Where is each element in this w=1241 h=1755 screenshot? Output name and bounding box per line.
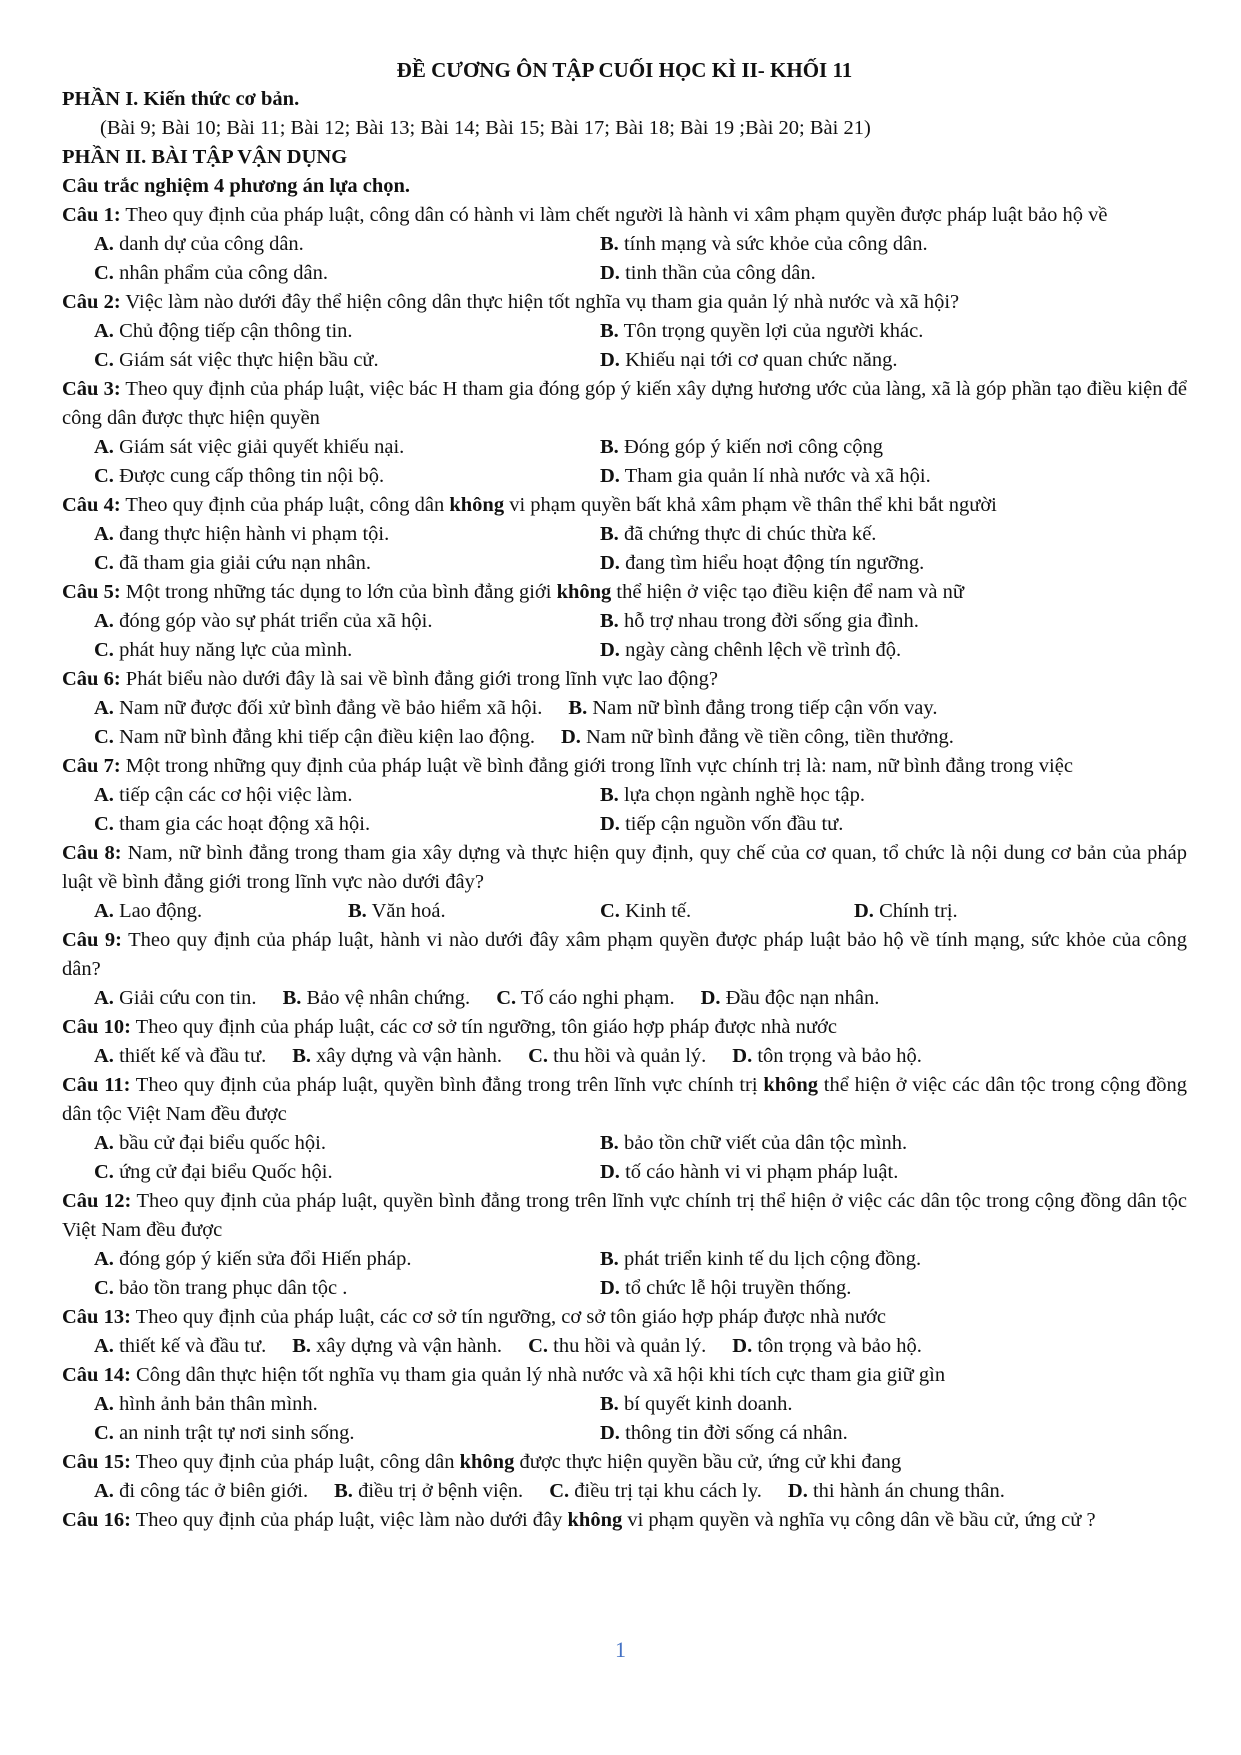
question-number: Câu 7: bbox=[62, 755, 121, 777]
answer-option bbox=[600, 1274, 1106, 1303]
question-text: Theo quy định của pháp luật, công dân có hành vi làm chết người là hành vi xâm phạm quyền được pháp luật bảo hộ về bbox=[120, 204, 1108, 226]
option-text: Kinh tế. bbox=[619, 900, 692, 922]
question-stem bbox=[62, 1013, 1187, 1042]
question-text: vi phạm quyền và nghĩa vụ công dân về bầu cử, ứng cử ? bbox=[622, 1509, 1096, 1531]
option-text: thiết kế và đầu tư. bbox=[113, 1335, 267, 1357]
answer-option bbox=[334, 1477, 523, 1506]
question-block bbox=[62, 1303, 1187, 1361]
option-letter: D. bbox=[560, 726, 581, 748]
question-block bbox=[62, 1361, 1187, 1448]
answer-option bbox=[94, 462, 600, 491]
option-letter: D. bbox=[600, 349, 620, 371]
option-letter: D. bbox=[732, 1045, 753, 1067]
answer-option bbox=[283, 984, 471, 1013]
option-row bbox=[62, 1042, 1187, 1071]
option-text: Giải cứu con tin. bbox=[113, 987, 257, 1009]
option-text: Tố cáo nghi phạm. bbox=[516, 987, 675, 1009]
question-number: Câu 16: bbox=[62, 1509, 131, 1531]
option-text: Tôn trọng quyền lợi của người khác. bbox=[618, 320, 924, 342]
mc-heading: Câu trắc nghiệm 4 phương án lựa chọn. bbox=[62, 175, 411, 197]
option-text: Giám sát việc giải quyết khiếu nại. bbox=[113, 436, 405, 458]
option-row bbox=[62, 1158, 1187, 1187]
option-text: thu hồi và quản lý. bbox=[548, 1335, 707, 1357]
option-letter: D. bbox=[732, 1335, 753, 1357]
option-text: tinh thần của công dân. bbox=[619, 262, 816, 284]
option-text: lựa chọn ngành nghề học tập. bbox=[618, 784, 866, 806]
option-row bbox=[62, 810, 1187, 839]
answer-option bbox=[788, 1477, 1005, 1506]
question-number: Câu 5: bbox=[62, 581, 121, 603]
option-letter: A. bbox=[94, 1045, 114, 1067]
option-text: Đầu độc nạn nhân. bbox=[720, 987, 880, 1009]
answer-option bbox=[600, 259, 1106, 288]
question-stem bbox=[62, 201, 1187, 230]
page-number: 1 bbox=[615, 1637, 626, 1662]
option-row bbox=[62, 1419, 1187, 1448]
option-text: tôn trọng và bảo hộ. bbox=[752, 1335, 922, 1357]
option-letter: B. bbox=[600, 436, 619, 458]
answer-option bbox=[94, 1390, 600, 1419]
option-text: Tham gia quản lí nhà nước và xã hội. bbox=[619, 465, 931, 487]
question-text: Một trong những tác dụng to lớn của bình đẳng giới bbox=[120, 581, 557, 603]
option-letter: A. bbox=[94, 1335, 114, 1357]
option-text: Chính trị. bbox=[873, 900, 958, 922]
part1-heading: PHẦN I. Kiến thức cơ bản. bbox=[62, 88, 300, 110]
option-row bbox=[62, 230, 1187, 259]
option-letter: C. bbox=[94, 262, 114, 284]
option-text: Khiếu nại tới cơ quan chức năng. bbox=[619, 349, 898, 371]
answer-option bbox=[600, 1245, 1106, 1274]
answer-option bbox=[600, 897, 854, 926]
option-letter: B. bbox=[568, 697, 588, 719]
option-letter: A. bbox=[94, 233, 114, 255]
question-stem bbox=[62, 375, 1187, 433]
answer-option bbox=[732, 1042, 922, 1071]
question-text: Theo quy định của pháp luật, quyền bình đẳng trong trên lĩnh vực chính trị bbox=[130, 1074, 764, 1096]
question-number: Câu 15: bbox=[62, 1451, 131, 1473]
question-text: Một trong những quy định của pháp luật về bình đẳng giới trong lĩnh vực chính trị là: nam, nữ bình đẳng trong việc bbox=[120, 755, 1073, 777]
question-number: Câu 10: bbox=[62, 1016, 131, 1038]
option-letter: C. bbox=[600, 900, 620, 922]
question-text: Theo quy định của pháp luật, các cơ sở tín ngưỡng, tôn giáo hợp pháp được nhà nước bbox=[130, 1016, 837, 1038]
option-row bbox=[62, 1332, 1187, 1361]
option-text: ứng cử đại biểu Quốc hội. bbox=[113, 1161, 333, 1183]
option-text: đang tìm hiểu hoạt động tín ngưỡng. bbox=[619, 552, 925, 574]
question-block bbox=[62, 1013, 1187, 1071]
answer-option bbox=[94, 520, 600, 549]
answer-option bbox=[94, 1477, 308, 1506]
option-row bbox=[62, 346, 1187, 375]
question-block bbox=[62, 491, 1187, 578]
option-letter: C. bbox=[94, 552, 114, 574]
option-row bbox=[62, 723, 1187, 752]
option-text: điều trị ở bệnh viện. bbox=[352, 1480, 524, 1502]
option-letter: C. bbox=[94, 639, 114, 661]
option-letter: A. bbox=[94, 610, 114, 632]
answer-option bbox=[94, 897, 348, 926]
option-text: đóng góp ý kiến sửa đổi Hiến pháp. bbox=[113, 1248, 412, 1270]
question-block bbox=[62, 665, 1187, 752]
option-letter: B. bbox=[600, 320, 619, 342]
option-text: xây dựng và vận hành. bbox=[311, 1045, 503, 1067]
option-letter: C. bbox=[94, 726, 114, 748]
option-row bbox=[62, 549, 1187, 578]
question-stem bbox=[62, 1071, 1187, 1129]
document-page bbox=[62, 56, 1187, 1535]
option-text: phát triển kinh tế du lịch cộng đồng. bbox=[618, 1248, 922, 1270]
option-text: phát huy năng lực của mình. bbox=[113, 639, 353, 661]
answer-option bbox=[94, 1042, 266, 1071]
question-block bbox=[62, 752, 1187, 839]
answer-option bbox=[600, 549, 1106, 578]
answer-option bbox=[94, 346, 600, 375]
question-number: Câu 12: bbox=[62, 1190, 132, 1212]
question-text: Theo quy định của pháp luật, việc bác H tham gia đóng góp ý kiến xây dựng hương ước của làng, xã là góp phần tạo điều kiện để công dân được thực hiện quyền bbox=[62, 378, 1187, 429]
option-row bbox=[62, 1129, 1187, 1158]
question-stem bbox=[62, 665, 1187, 694]
option-letter: A. bbox=[94, 320, 114, 342]
question-number: Câu 1: bbox=[62, 204, 121, 226]
option-text: Văn hoá. bbox=[366, 900, 446, 922]
option-text: đã tham gia giải cứu nạn nhân. bbox=[113, 552, 371, 574]
answer-option bbox=[94, 1158, 600, 1187]
option-row bbox=[62, 317, 1187, 346]
option-text: tổ chức lễ hội truyền thống. bbox=[619, 1277, 852, 1299]
option-text: thi hành án chung thân. bbox=[807, 1480, 1005, 1502]
option-letter: A. bbox=[94, 1132, 114, 1154]
answer-option bbox=[94, 694, 542, 723]
option-letter: A. bbox=[94, 697, 114, 719]
part1-lessons: (Bài 9; Bài 10; Bài 11; Bài 12; Bài 13; Bài 14; Bài 15; Bài 17; Bài 18; Bài 19 ;Bài 20; Bài 21) bbox=[100, 117, 871, 139]
answer-option bbox=[600, 1419, 1106, 1448]
answer-option bbox=[600, 810, 1106, 839]
option-text: Được cung cấp thông tin nội bộ. bbox=[113, 465, 385, 487]
question-text: được thực hiện quyền bầu cử, ứng cử khi đang bbox=[514, 1451, 902, 1473]
option-letter: A. bbox=[94, 1480, 114, 1502]
question-number: Câu 6: bbox=[62, 668, 121, 690]
option-text: bí quyết kinh doanh. bbox=[618, 1393, 793, 1415]
option-row bbox=[62, 781, 1187, 810]
answer-option bbox=[94, 984, 257, 1013]
answer-option bbox=[600, 346, 1106, 375]
answer-option bbox=[732, 1332, 922, 1361]
question-number: Câu 3: bbox=[62, 378, 121, 400]
question-stem bbox=[62, 839, 1187, 897]
question-stem bbox=[62, 752, 1187, 781]
option-text: thu hồi và quản lý. bbox=[548, 1045, 707, 1067]
answer-option bbox=[94, 1274, 600, 1303]
question-number: Câu 13: bbox=[62, 1306, 131, 1328]
answer-option bbox=[600, 230, 1106, 259]
option-text: đang thực hiện hành vi phạm tội. bbox=[113, 523, 390, 545]
question-stem bbox=[62, 491, 1187, 520]
question-number: Câu 4: bbox=[62, 494, 121, 516]
question-emphasis: không bbox=[556, 581, 612, 603]
option-letter: B. bbox=[600, 1393, 619, 1415]
question-stem bbox=[62, 1361, 1187, 1390]
option-letter: C. bbox=[94, 1277, 114, 1299]
option-row bbox=[62, 636, 1187, 665]
question-stem bbox=[62, 1506, 1187, 1535]
option-text: Bảo vệ nhân chứng. bbox=[301, 987, 471, 1009]
option-letter: C. bbox=[94, 465, 114, 487]
answer-option bbox=[561, 723, 954, 752]
option-text: đi công tác ở biên giới. bbox=[113, 1480, 309, 1502]
option-letter: D. bbox=[600, 262, 620, 284]
option-letter: B. bbox=[292, 1335, 312, 1357]
option-text: hình ảnh bản thân mình. bbox=[113, 1393, 318, 1415]
document-title: ĐỀ CƯƠNG ÔN TẬP CUỐI HỌC KÌ II- KHỐI 11 bbox=[396, 58, 853, 82]
option-row bbox=[62, 259, 1187, 288]
question-emphasis: không bbox=[449, 494, 505, 516]
part2-heading: PHẦN II. BÀI TẬP VẬN DỤNG bbox=[62, 146, 348, 168]
question-text: Theo quy định của pháp luật, quyền bình đẳng trong trên lĩnh vực chính trị thể hiện ở việc các dân tộc trong cộng đồng dân tộc Việt Nam đều được bbox=[62, 1190, 1187, 1241]
option-letter: D. bbox=[600, 813, 620, 835]
answer-option bbox=[94, 1332, 266, 1361]
answer-option bbox=[600, 1158, 1106, 1187]
option-text: điều trị tại khu cách ly. bbox=[569, 1480, 762, 1502]
option-letter: B. bbox=[334, 1480, 353, 1502]
answer-option bbox=[600, 1129, 1106, 1158]
option-text: Nam nữ bình đẳng về tiền công, tiền thưởng. bbox=[580, 726, 954, 748]
option-letter: B. bbox=[600, 1248, 619, 1270]
option-letter: B. bbox=[600, 610, 619, 632]
answer-option bbox=[348, 897, 600, 926]
question-number: Câu 8: bbox=[62, 842, 122, 864]
question-number: Câu 2: bbox=[62, 291, 121, 313]
answer-option bbox=[292, 1332, 502, 1361]
option-text: thông tin đời sống cá nhân. bbox=[619, 1422, 848, 1444]
option-row bbox=[62, 462, 1187, 491]
answer-option bbox=[549, 1477, 762, 1506]
question-text: vi phạm quyền bất khả xâm phạm về thân thể khi bắt người bbox=[504, 494, 997, 516]
option-text: bầu cử đại biểu quốc hội. bbox=[113, 1132, 327, 1154]
question-text: Theo quy định của pháp luật, công dân bbox=[120, 494, 450, 516]
option-row bbox=[62, 984, 1187, 1013]
question-stem bbox=[62, 1303, 1187, 1332]
answer-option bbox=[600, 462, 1106, 491]
option-text: Chủ động tiếp cận thông tin. bbox=[113, 320, 353, 342]
answer-option bbox=[600, 781, 1106, 810]
option-letter: A. bbox=[94, 1248, 114, 1270]
answer-option bbox=[94, 433, 600, 462]
question-block bbox=[62, 288, 1187, 375]
option-letter: A. bbox=[94, 987, 114, 1009]
question-text: Theo quy định của pháp luật, việc làm nào dưới đây bbox=[130, 1509, 568, 1531]
answer-option bbox=[94, 317, 600, 346]
answer-option bbox=[94, 607, 600, 636]
option-letter: D. bbox=[787, 1480, 808, 1502]
question-stem bbox=[62, 288, 1187, 317]
question-block bbox=[62, 1448, 1187, 1506]
question-stem bbox=[62, 1448, 1187, 1477]
question-text: thể hiện ở việc các dân tộc trong cộng đồng dân tộc Việt Nam đều được bbox=[62, 1074, 1187, 1125]
answer-option bbox=[600, 636, 1106, 665]
option-row bbox=[62, 694, 1187, 723]
option-text: an ninh trật tự nơi sinh sống. bbox=[113, 1422, 355, 1444]
option-text: tiếp cận các cơ hội việc làm. bbox=[113, 784, 353, 806]
question-text: Theo quy định của pháp luật, các cơ sở tín ngưỡng, cơ sở tôn giáo hợp pháp được nhà nước bbox=[130, 1306, 886, 1328]
option-letter: C. bbox=[94, 1161, 114, 1183]
answer-option bbox=[94, 1129, 600, 1158]
option-text: đóng góp vào sự phát triển của xã hội. bbox=[113, 610, 433, 632]
option-row bbox=[62, 607, 1187, 636]
option-letter: D. bbox=[854, 900, 874, 922]
option-text: tố cáo hành vi vi phạm pháp luật. bbox=[619, 1161, 899, 1183]
option-row bbox=[62, 520, 1187, 549]
option-letter: A. bbox=[94, 784, 114, 806]
option-row bbox=[62, 1477, 1187, 1506]
answer-option bbox=[568, 694, 937, 723]
question-list bbox=[62, 201, 1187, 1535]
option-letter: C. bbox=[549, 1480, 570, 1502]
option-text: tính mạng và sức khỏe của công dân. bbox=[618, 233, 928, 255]
option-row bbox=[62, 1245, 1187, 1274]
option-letter: B. bbox=[600, 523, 619, 545]
option-letter: D. bbox=[600, 552, 620, 574]
question-number: Câu 14: bbox=[62, 1364, 131, 1386]
option-letter: C. bbox=[528, 1335, 548, 1357]
option-letter: C. bbox=[94, 813, 114, 835]
answer-option bbox=[94, 781, 600, 810]
option-letter: C. bbox=[94, 349, 114, 371]
question-block bbox=[62, 1506, 1187, 1535]
answer-option bbox=[496, 984, 674, 1013]
option-letter: D. bbox=[600, 639, 620, 661]
answer-option bbox=[528, 1332, 706, 1361]
question-block bbox=[62, 1071, 1187, 1187]
option-letter: D. bbox=[600, 1161, 620, 1183]
option-text: nhân phẩm của công dân. bbox=[113, 262, 328, 284]
answer-option bbox=[94, 549, 600, 578]
answer-option bbox=[854, 897, 958, 926]
option-letter: A. bbox=[94, 900, 114, 922]
question-stem bbox=[62, 1187, 1187, 1245]
option-row bbox=[62, 433, 1187, 462]
question-emphasis: không bbox=[567, 1509, 623, 1531]
answer-option bbox=[94, 723, 535, 752]
option-text: thiết kế và đầu tư. bbox=[113, 1045, 267, 1067]
question-block bbox=[62, 201, 1187, 288]
option-letter: B. bbox=[282, 987, 302, 1009]
question-stem bbox=[62, 578, 1187, 607]
question-emphasis: không bbox=[459, 1451, 515, 1473]
option-letter: B. bbox=[600, 233, 619, 255]
question-text: Theo quy định của pháp luật, công dân bbox=[130, 1451, 460, 1473]
option-letter: C. bbox=[528, 1045, 548, 1067]
option-letter: B. bbox=[600, 1132, 619, 1154]
option-text: Lao động. bbox=[113, 900, 203, 922]
question-emphasis: không bbox=[763, 1074, 819, 1096]
option-text: Giám sát việc thực hiện bầu cử. bbox=[113, 349, 379, 371]
option-text: bảo tồn chữ viết của dân tộc mình. bbox=[618, 1132, 908, 1154]
answer-option bbox=[292, 1042, 502, 1071]
option-text: tiếp cận nguồn vốn đầu tư. bbox=[619, 813, 844, 835]
option-letter: A. bbox=[94, 436, 114, 458]
question-text: Phát biểu nào dưới đây là sai về bình đẳng giới trong lĩnh vực lao động? bbox=[120, 668, 718, 690]
answer-option bbox=[94, 636, 600, 665]
option-letter: D. bbox=[600, 1422, 620, 1444]
question-text: thể hiện ở việc tạo điều kiện để nam và nữ bbox=[611, 581, 964, 603]
option-text: hỗ trợ nhau trong đời sống gia đình. bbox=[618, 610, 919, 632]
option-row bbox=[62, 1390, 1187, 1419]
option-text: xây dựng và vận hành. bbox=[311, 1335, 503, 1357]
question-text: Theo quy định của pháp luật, hành vi nào dưới đây xâm phạm quyền được pháp luật bảo hộ về tính mạng, sức khỏe của công dân? bbox=[62, 929, 1187, 980]
answer-option bbox=[94, 1245, 600, 1274]
option-text: tôn trọng và bảo hộ. bbox=[752, 1045, 922, 1067]
option-text: đã chứng thực di chúc thừa kế. bbox=[618, 523, 877, 545]
option-letter: C. bbox=[496, 987, 517, 1009]
question-block bbox=[62, 578, 1187, 665]
question-block bbox=[62, 375, 1187, 491]
option-letter: D. bbox=[600, 1277, 620, 1299]
answer-option bbox=[600, 1390, 1106, 1419]
answer-option bbox=[94, 230, 600, 259]
question-block bbox=[62, 926, 1187, 1013]
answer-option bbox=[701, 984, 880, 1013]
option-row bbox=[62, 897, 1187, 926]
answer-option bbox=[94, 1419, 600, 1448]
answer-option bbox=[600, 520, 1106, 549]
option-letter: B. bbox=[292, 1045, 312, 1067]
option-row bbox=[62, 1274, 1187, 1303]
question-stem bbox=[62, 926, 1187, 984]
option-letter: B. bbox=[600, 784, 619, 806]
question-text: Việc làm nào dưới đây thể hiện công dân thực hiện tốt nghĩa vụ tham gia quản lý nhà nước và xã hội? bbox=[120, 291, 960, 313]
answer-option bbox=[528, 1042, 706, 1071]
option-letter: D. bbox=[600, 465, 620, 487]
option-letter: D. bbox=[700, 987, 721, 1009]
answer-option bbox=[600, 433, 1106, 462]
question-block bbox=[62, 1187, 1187, 1303]
answer-option bbox=[600, 317, 1106, 346]
option-letter: C. bbox=[94, 1422, 114, 1444]
option-text: Nam nữ được đối xử bình đẳng về bảo hiểm xã hội. bbox=[113, 697, 543, 719]
option-letter: A. bbox=[94, 523, 114, 545]
answer-option bbox=[94, 810, 600, 839]
option-letter: A. bbox=[94, 1393, 114, 1415]
question-text: Nam, nữ bình đẳng trong tham gia xây dựng và thực hiện quy định, quy chế của cơ quan, tổ chức là nội dung cơ bản của pháp luật về bình đẳng giới trong lĩnh vực nào dưới đây? bbox=[62, 842, 1187, 893]
option-text: Nam nữ bình đẳng trong tiếp cận vốn vay. bbox=[587, 697, 938, 719]
question-number: Câu 9: bbox=[62, 929, 122, 951]
option-text: ngày càng chênh lệch về trình độ. bbox=[619, 639, 902, 661]
option-text: danh dự của công dân. bbox=[113, 233, 304, 255]
option-text: tham gia các hoạt động xã hội. bbox=[113, 813, 371, 835]
question-block bbox=[62, 839, 1187, 926]
answer-option bbox=[94, 259, 600, 288]
option-text: Nam nữ bình đẳng khi tiếp cận điều kiện lao động. bbox=[113, 726, 535, 748]
answer-option bbox=[600, 607, 1106, 636]
question-number: Câu 11: bbox=[62, 1074, 131, 1096]
option-text: bảo tồn trang phục dân tộc . bbox=[113, 1277, 348, 1299]
option-letter: B. bbox=[348, 900, 367, 922]
question-text: Công dân thực hiện tốt nghĩa vụ tham gia quản lý nhà nước và xã hội khi tích cực tham gia giữ gìn bbox=[130, 1364, 946, 1386]
option-text: Đóng góp ý kiến nơi công cộng bbox=[618, 436, 884, 458]
